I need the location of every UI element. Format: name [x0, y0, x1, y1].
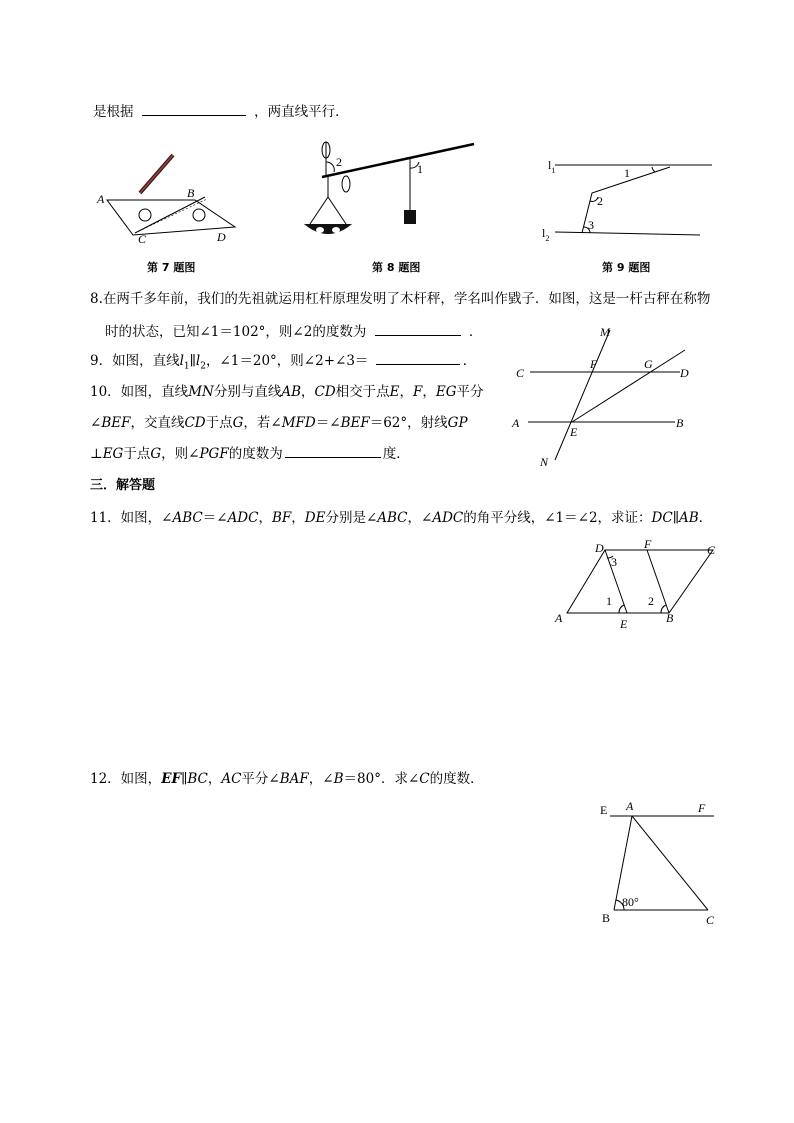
label-angle-2: 2	[336, 155, 342, 169]
label-B: B	[602, 911, 611, 925]
label-F: F	[644, 537, 652, 551]
var: ABC	[377, 510, 408, 526]
text: ，∠1＝20°，则∠2+∠3＝	[205, 353, 369, 369]
var: CD	[314, 384, 336, 400]
label-E: E	[570, 425, 578, 439]
text: ．	[462, 353, 477, 369]
label-B: B	[676, 416, 684, 430]
text: ⊥	[90, 446, 103, 462]
text: ∥	[189, 353, 196, 369]
text: 11．如图，∠	[90, 510, 173, 526]
line-l2	[555, 232, 700, 235]
text: 分别与直线	[213, 384, 282, 400]
text: ∥	[672, 510, 679, 526]
label-A: A	[555, 611, 563, 625]
line-MN	[555, 330, 610, 460]
var: BC	[187, 771, 208, 787]
figure-12	[596, 796, 721, 931]
label-angle-3: 3	[611, 555, 617, 569]
sub: 2	[200, 361, 206, 372]
var: E	[389, 384, 400, 400]
loop-side	[342, 176, 350, 192]
label-angle-3: 3	[588, 218, 594, 232]
text: 的角平分线，∠1＝∠2，求证：	[463, 510, 652, 526]
question-10-line3	[90, 443, 410, 464]
var: GP	[447, 415, 468, 431]
label-angle-2: 2	[648, 594, 654, 608]
label-C: C	[706, 913, 715, 927]
question-7-tail	[93, 101, 349, 122]
label-E: E	[600, 803, 608, 817]
label-B: B	[187, 186, 195, 200]
question-10-line1: 10．如图，直线MN分别与直线AB，CD相交于点E，F，EG平分	[90, 384, 484, 400]
hole-right	[193, 209, 205, 221]
text: 10．如图，直线	[90, 384, 189, 400]
question-9	[90, 350, 476, 377]
pan-string-left	[310, 197, 328, 224]
var: CD	[184, 415, 206, 431]
label-angle-80: 80°	[622, 895, 639, 909]
text: ，若∠	[243, 415, 282, 431]
text: ＝80°．求∠	[343, 771, 420, 787]
label-angle-1: 1	[606, 594, 612, 608]
var: G	[150, 446, 162, 462]
var: PGF	[199, 446, 229, 462]
var: l	[179, 353, 184, 369]
label-N: N	[540, 455, 549, 469]
label-angle-1: 1	[624, 166, 630, 180]
weighing-pan	[304, 224, 352, 234]
sub: 1	[183, 361, 190, 372]
var: BEF	[340, 415, 370, 431]
segment-AC	[632, 816, 708, 910]
text: 于点	[205, 415, 233, 431]
pan-detail	[332, 227, 340, 233]
pan-detail	[316, 227, 324, 233]
steelyard-beam	[322, 144, 474, 177]
question-8-line2	[105, 321, 482, 342]
label-l2: $l_2$	[542, 226, 550, 243]
hole-left	[139, 209, 151, 221]
label-C: C	[707, 543, 716, 557]
angle-2-arc	[326, 162, 334, 172]
var: AB	[281, 384, 301, 400]
label-B: B	[666, 611, 674, 625]
text: 平分	[456, 384, 484, 400]
text: ，	[207, 771, 222, 787]
figure-11	[553, 538, 723, 630]
var: ADC	[227, 510, 259, 526]
label-E: E	[620, 617, 628, 631]
var: ADC	[432, 510, 464, 526]
pencil-core	[140, 155, 173, 193]
text: ＝∠	[315, 415, 341, 431]
pan-string-right	[328, 197, 346, 224]
angle-1-arc	[619, 605, 624, 613]
label-D: D	[217, 230, 226, 244]
text: 9．如图，直线	[90, 353, 180, 369]
text: ，	[301, 384, 315, 400]
answer-blank-7[interactable]	[142, 101, 246, 116]
label-C: C	[516, 366, 525, 380]
text: 相交于点	[335, 384, 390, 400]
label-A: A	[626, 799, 634, 813]
text: ．	[468, 324, 483, 340]
text: ，∠	[308, 771, 334, 787]
label-F: F	[698, 801, 706, 815]
text: ＝∠	[202, 510, 228, 526]
var: BEF	[101, 415, 131, 431]
text: 的度数．	[429, 771, 484, 787]
label-G: G	[644, 357, 653, 371]
text: ，∠	[407, 510, 433, 526]
text: 是根据	[93, 104, 134, 120]
caption-figure-9: 第 9 题图	[602, 261, 651, 274]
label-A: A	[512, 416, 520, 430]
question-11	[90, 508, 712, 528]
text: ∥	[181, 771, 188, 787]
var: C	[419, 771, 430, 787]
label-C: C	[138, 232, 147, 246]
label-D: D	[680, 366, 689, 380]
counterweight	[404, 210, 416, 224]
var: EG	[102, 446, 124, 462]
text: 12．如图，	[90, 771, 162, 787]
text: ＝62°，射线	[369, 415, 448, 431]
ruler-edge	[135, 197, 205, 233]
parallelogram	[567, 550, 713, 613]
var: B	[333, 771, 344, 787]
var: G	[232, 415, 244, 431]
var: BF	[271, 510, 292, 526]
var: l	[195, 353, 201, 369]
var: BAF	[279, 771, 309, 787]
label-l1: $l_1$	[548, 158, 556, 175]
answer-blank-9[interactable]	[376, 350, 460, 365]
var: MN	[188, 384, 214, 400]
text: ，则∠	[161, 446, 200, 462]
text: ∠	[90, 415, 102, 431]
text: 分别是∠	[325, 510, 378, 526]
label-angle-1: 1	[417, 162, 423, 176]
var: DC	[651, 510, 673, 526]
question-10-line2	[90, 413, 468, 433]
question-12	[90, 769, 484, 789]
text: ．	[698, 510, 713, 526]
text: 度．	[382, 446, 410, 462]
figure-9	[540, 155, 715, 245]
figure-7	[95, 145, 255, 255]
var: EF	[161, 771, 182, 787]
text: 的度数为	[228, 446, 283, 462]
text: ，	[258, 510, 272, 526]
var: ABC	[172, 510, 203, 526]
ray-EG	[572, 350, 685, 422]
var: AC	[221, 771, 242, 787]
text: ，交直线	[130, 415, 185, 431]
text: ，	[291, 510, 305, 526]
question-8-line1: 8.在两千多年前，我们的先祖就运用杠杆原理发明了木杆秤，学名叫作戥子．如图，这是一杆古秤在称物	[90, 291, 711, 307]
var: EG	[435, 384, 457, 400]
label-M: M	[600, 325, 610, 339]
label-angle-2: 2	[597, 194, 603, 208]
set-square	[107, 200, 235, 235]
text: 平分∠	[241, 771, 280, 787]
label-F: F	[590, 357, 598, 371]
answer-blank-10[interactable]	[285, 443, 381, 458]
label-D: D	[595, 541, 604, 555]
var: AB	[678, 510, 699, 526]
caption-figure-8: 第 8 题图	[372, 261, 421, 274]
text: ，两直线平行．	[254, 104, 349, 120]
caption-figure-7: 第 7 题图	[147, 261, 196, 274]
var: F	[413, 384, 423, 400]
var: DE	[304, 510, 326, 526]
label-A: A	[97, 192, 105, 206]
text: 于点	[123, 446, 151, 462]
figure-8	[298, 132, 478, 247]
angle-1-arc	[652, 167, 655, 172]
section-heading: 三．解答题	[90, 478, 156, 493]
answer-blank-8[interactable]	[375, 321, 461, 336]
figure-10	[510, 322, 700, 467]
text: 时的状态，已知∠1＝102°，则∠2的度数为	[105, 324, 367, 340]
var: MFD	[281, 415, 316, 431]
